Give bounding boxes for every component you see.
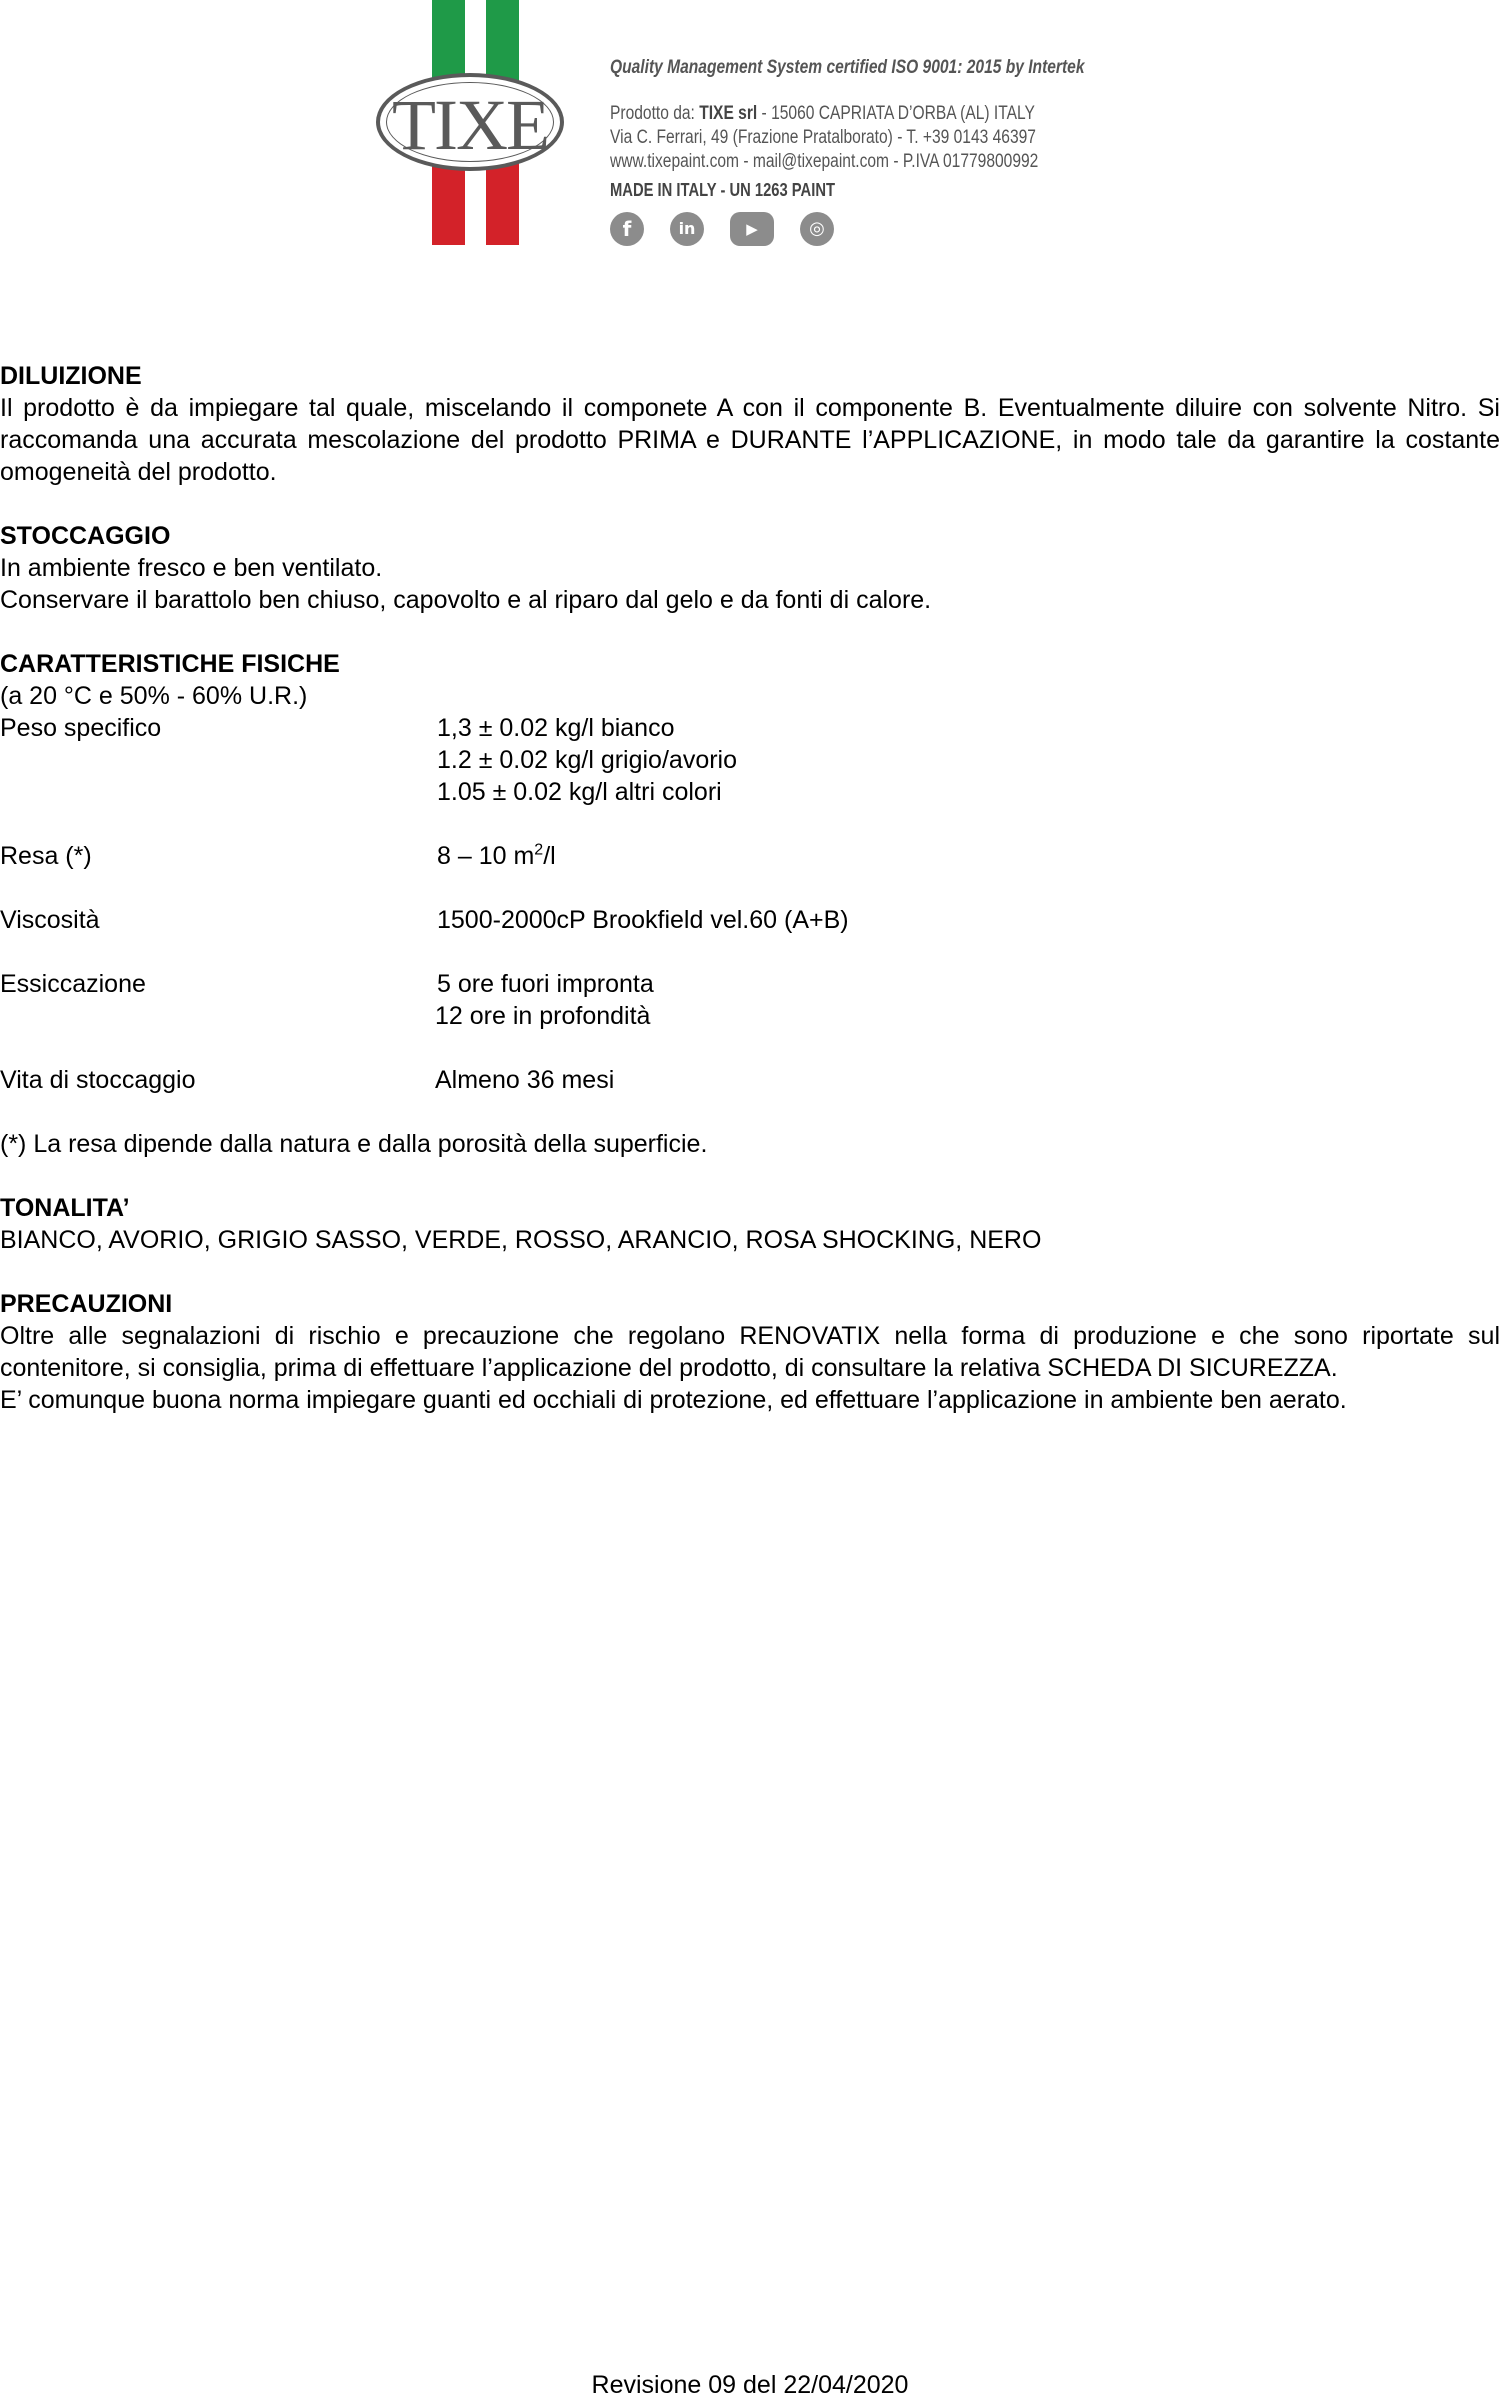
prop-label: Essiccazione — [0, 970, 146, 998]
prop-values — [437, 968, 1500, 1032]
facebook-icon[interactable]: f — [610, 212, 644, 246]
heading-precauzioni: PRECAUZIONI — [0, 1290, 173, 1318]
stoccaggio-line-1: In ambiente fresco e ben ventilato. — [0, 554, 383, 582]
prop-peso-specifico — [0, 712, 1500, 808]
precauzioni-text-2: E’ comunque buona norma impiegare guanti ed occhiali di protezione, ed effettuare l’applicazione in ambiente ben aerato. — [0, 1386, 1347, 1414]
web-line: www.tixepaint.com - mail@tixepaint.com - P.IVA 01779800992 — [610, 151, 1039, 172]
section-tonalita — [0, 1192, 1500, 1256]
resa-footnote: (*) La resa dipende dalla natura e dalla porosità della superficie. — [0, 1130, 708, 1158]
prop-vita-stoccaggio — [0, 1064, 1500, 1096]
prop-label: Resa (*) — [0, 842, 92, 870]
prop-label: Viscosità — [0, 906, 100, 934]
tonalita-list: BIANCO, AVORIO, GRIGIO SASSO, VERDE, ROSSO, ARANCIO, ROSA SHOCKING, NERO — [0, 1226, 1042, 1254]
heading-caratteristiche: CARATTERISTICHE FISICHE — [0, 650, 340, 678]
instagram-icon[interactable]: ◎ — [800, 212, 834, 246]
revision-footer: Revisione 09 del 22/04/2020 — [591, 2371, 909, 2399]
company-info — [610, 56, 1118, 202]
prop-label: Vita di stoccaggio — [0, 1066, 196, 1094]
prop-value: 8 – 10 $m^2/l$ — [437, 841, 556, 870]
producer-line: Prodotto da: TIXE srl - 15060 CAPRIATA D’ORBA (AL) ITALY — [610, 103, 1035, 124]
prop-value: 1.2 ± 0.02 kg/l grigio/avorio — [437, 746, 737, 774]
logo-oval — [376, 73, 564, 171]
made-in-italy: MADE IN ITALY - UN 1263 PAINT — [610, 180, 836, 200]
heading-tonalita: TONALITA’ — [0, 1194, 130, 1222]
prop-value: Almeno 36 mesi — [435, 1066, 615, 1094]
caratteristiche-conditions: (a 20 °C e 50% - 60% U.R.) — [0, 682, 308, 710]
address-line: Via C. Ferrari, 49 (Frazione Pratalborato) - T. +39 0143 46397 — [610, 127, 1036, 148]
prop-values — [437, 712, 1500, 808]
youtube-icon[interactable]: ▶ — [730, 212, 774, 246]
prop-viscosita — [0, 904, 1500, 936]
iso-certification: Quality Management System certified ISO 9001: 2015 by Intertek — [610, 57, 1085, 78]
linkedin-icon[interactable]: in — [670, 212, 704, 246]
logo-text: TIXE — [392, 85, 548, 165]
prop-value: 1500-2000cP Brookfield vel.60 (A+B) — [437, 906, 849, 934]
stoccaggio-line-2: Conservare il barattolo ben chiuso, capovolto e al riparo dal gelo e da fonti di calore. — [0, 586, 932, 614]
datasheet-content — [0, 360, 1500, 1448]
properties-table — [0, 712, 1500, 1096]
precauzioni-text-1: Oltre alle segnalazioni di rischio e precauzione che regolano RENOVATIX nella forma di produzione e che sono riportate sul contenitore, si consiglia, prima di effettuare l’applicazione del prodotto, di consultare la relativa SCHEDA DI SICUREZZA. — [0, 1322, 1500, 1382]
prop-value: 12 ore in profondità — [435, 1002, 651, 1030]
tixe-logo — [368, 0, 580, 245]
prop-value: 5 ore fuori impronta — [437, 970, 654, 998]
section-stoccaggio — [0, 520, 1500, 616]
producer-name: TIXE srl — [699, 103, 758, 124]
diluizione-text: Il prodotto è da impiegare tal quale, miscelando il componete A con il componente B. Eventualmente diluire con solvente Nitro. Si raccomanda una accurata mescolazione del prodotto PRIMA e DURANTE l’APPLICAZIONE, in modo tale da garantire la costante omogeneità del prodotto. — [0, 394, 1500, 486]
prop-label: Peso specifico — [0, 714, 162, 742]
letterhead — [0, 0, 1500, 260]
prop-value: 1.05 ± 0.02 kg/l altri colori — [437, 778, 722, 806]
heading-diluizione: DILUIZIONE — [0, 362, 142, 390]
heading-stoccaggio: STOCCAGGIO — [0, 522, 171, 550]
prop-essiccazione — [0, 968, 1500, 1032]
section-diluizione — [0, 360, 1500, 488]
section-caratteristiche — [0, 648, 1500, 1160]
section-precauzioni — [0, 1288, 1500, 1416]
prop-resa — [0, 840, 1500, 872]
prop-value: 1,3 ± 0.02 kg/l bianco — [437, 714, 675, 742]
